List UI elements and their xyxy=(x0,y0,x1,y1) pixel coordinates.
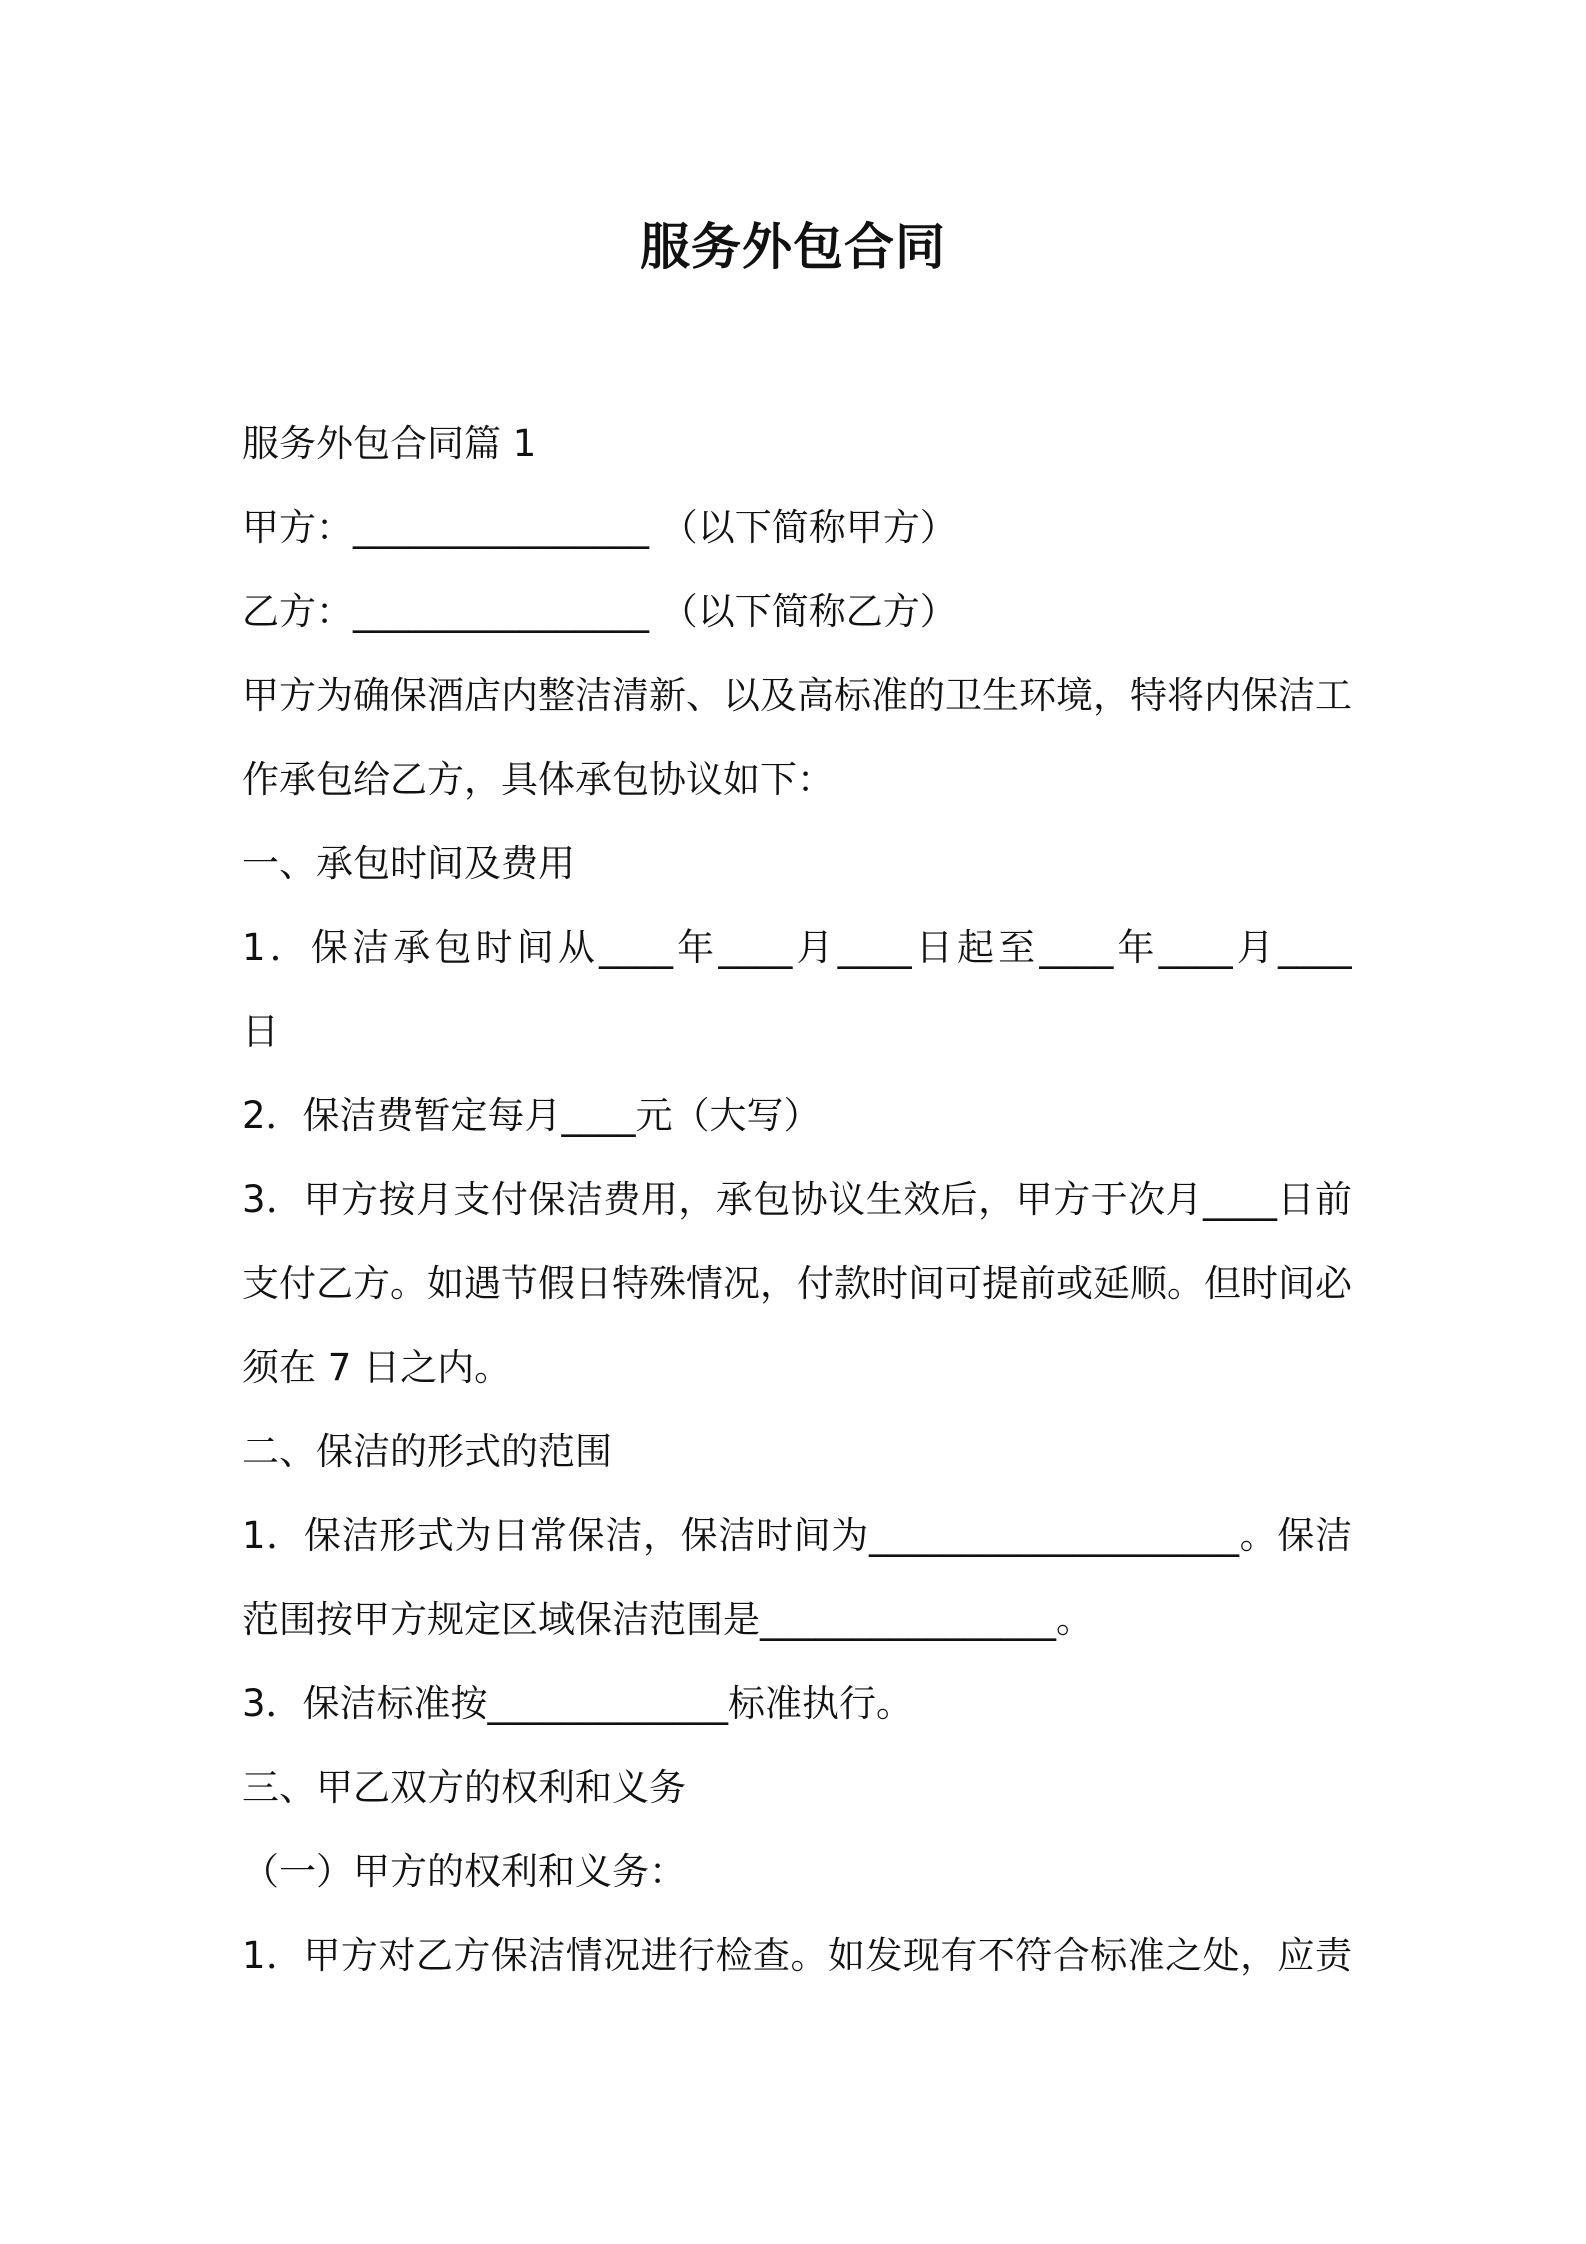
clause-heading: 一、承包时间及费用 xyxy=(242,842,575,885)
section-heading: 服务外包合同篇 1 xyxy=(242,422,537,465)
clause-item-continued: 日 xyxy=(242,1010,279,1053)
clause-heading: 三、甲乙双方的权利和义务 xyxy=(242,1766,686,1809)
paragraph-line: 作承包给乙方，具体承包协议如下： xyxy=(242,758,834,801)
party-b-line: 乙方：________________ （以下简称乙方） xyxy=(242,590,957,633)
document-body xyxy=(242,402,1352,1998)
clause-item-continued: 范围按甲方规定区域保洁范围是________________。 xyxy=(242,1598,1093,1641)
clause-item: 1．甲方对乙方保洁情况进行检查。如发现有不符合标准之处，应责 xyxy=(242,1934,1352,1977)
clause-heading: 二、保洁的形式的范围 xyxy=(242,1430,612,1473)
clause-item: 3．保洁标准按_____________标准执行。 xyxy=(242,1682,914,1725)
clause-item-continued: 支付乙方。如遇节假日特殊情况，付款时间可提前或延顺。但时间必 xyxy=(242,1262,1352,1305)
clause-item: 1．保洁承包时间从____年____月____日起至____年____月____ xyxy=(242,926,1352,969)
document-title: 服务外包合同 xyxy=(640,218,946,276)
clause-item: 1．保洁形式为日常保洁，保洁时间为____________________。保洁 xyxy=(242,1514,1352,1557)
paragraph-line: 甲方为确保酒店内整洁清新、以及高标准的卫生环境，特将内保洁工 xyxy=(242,674,1352,717)
clause-item-continued: 须在 7 日之内。 xyxy=(242,1346,512,1389)
sub-clause-heading: （一）甲方的权利和义务： xyxy=(242,1850,686,1893)
clause-item: 2．保洁费暂定每月____元（大写） xyxy=(242,1094,821,1137)
party-a-line: 甲方：________________ （以下简称甲方） xyxy=(242,506,957,549)
clause-item: 3．甲方按月支付保洁费用，承包协议生效后，甲方于次月____日前 xyxy=(242,1178,1352,1221)
